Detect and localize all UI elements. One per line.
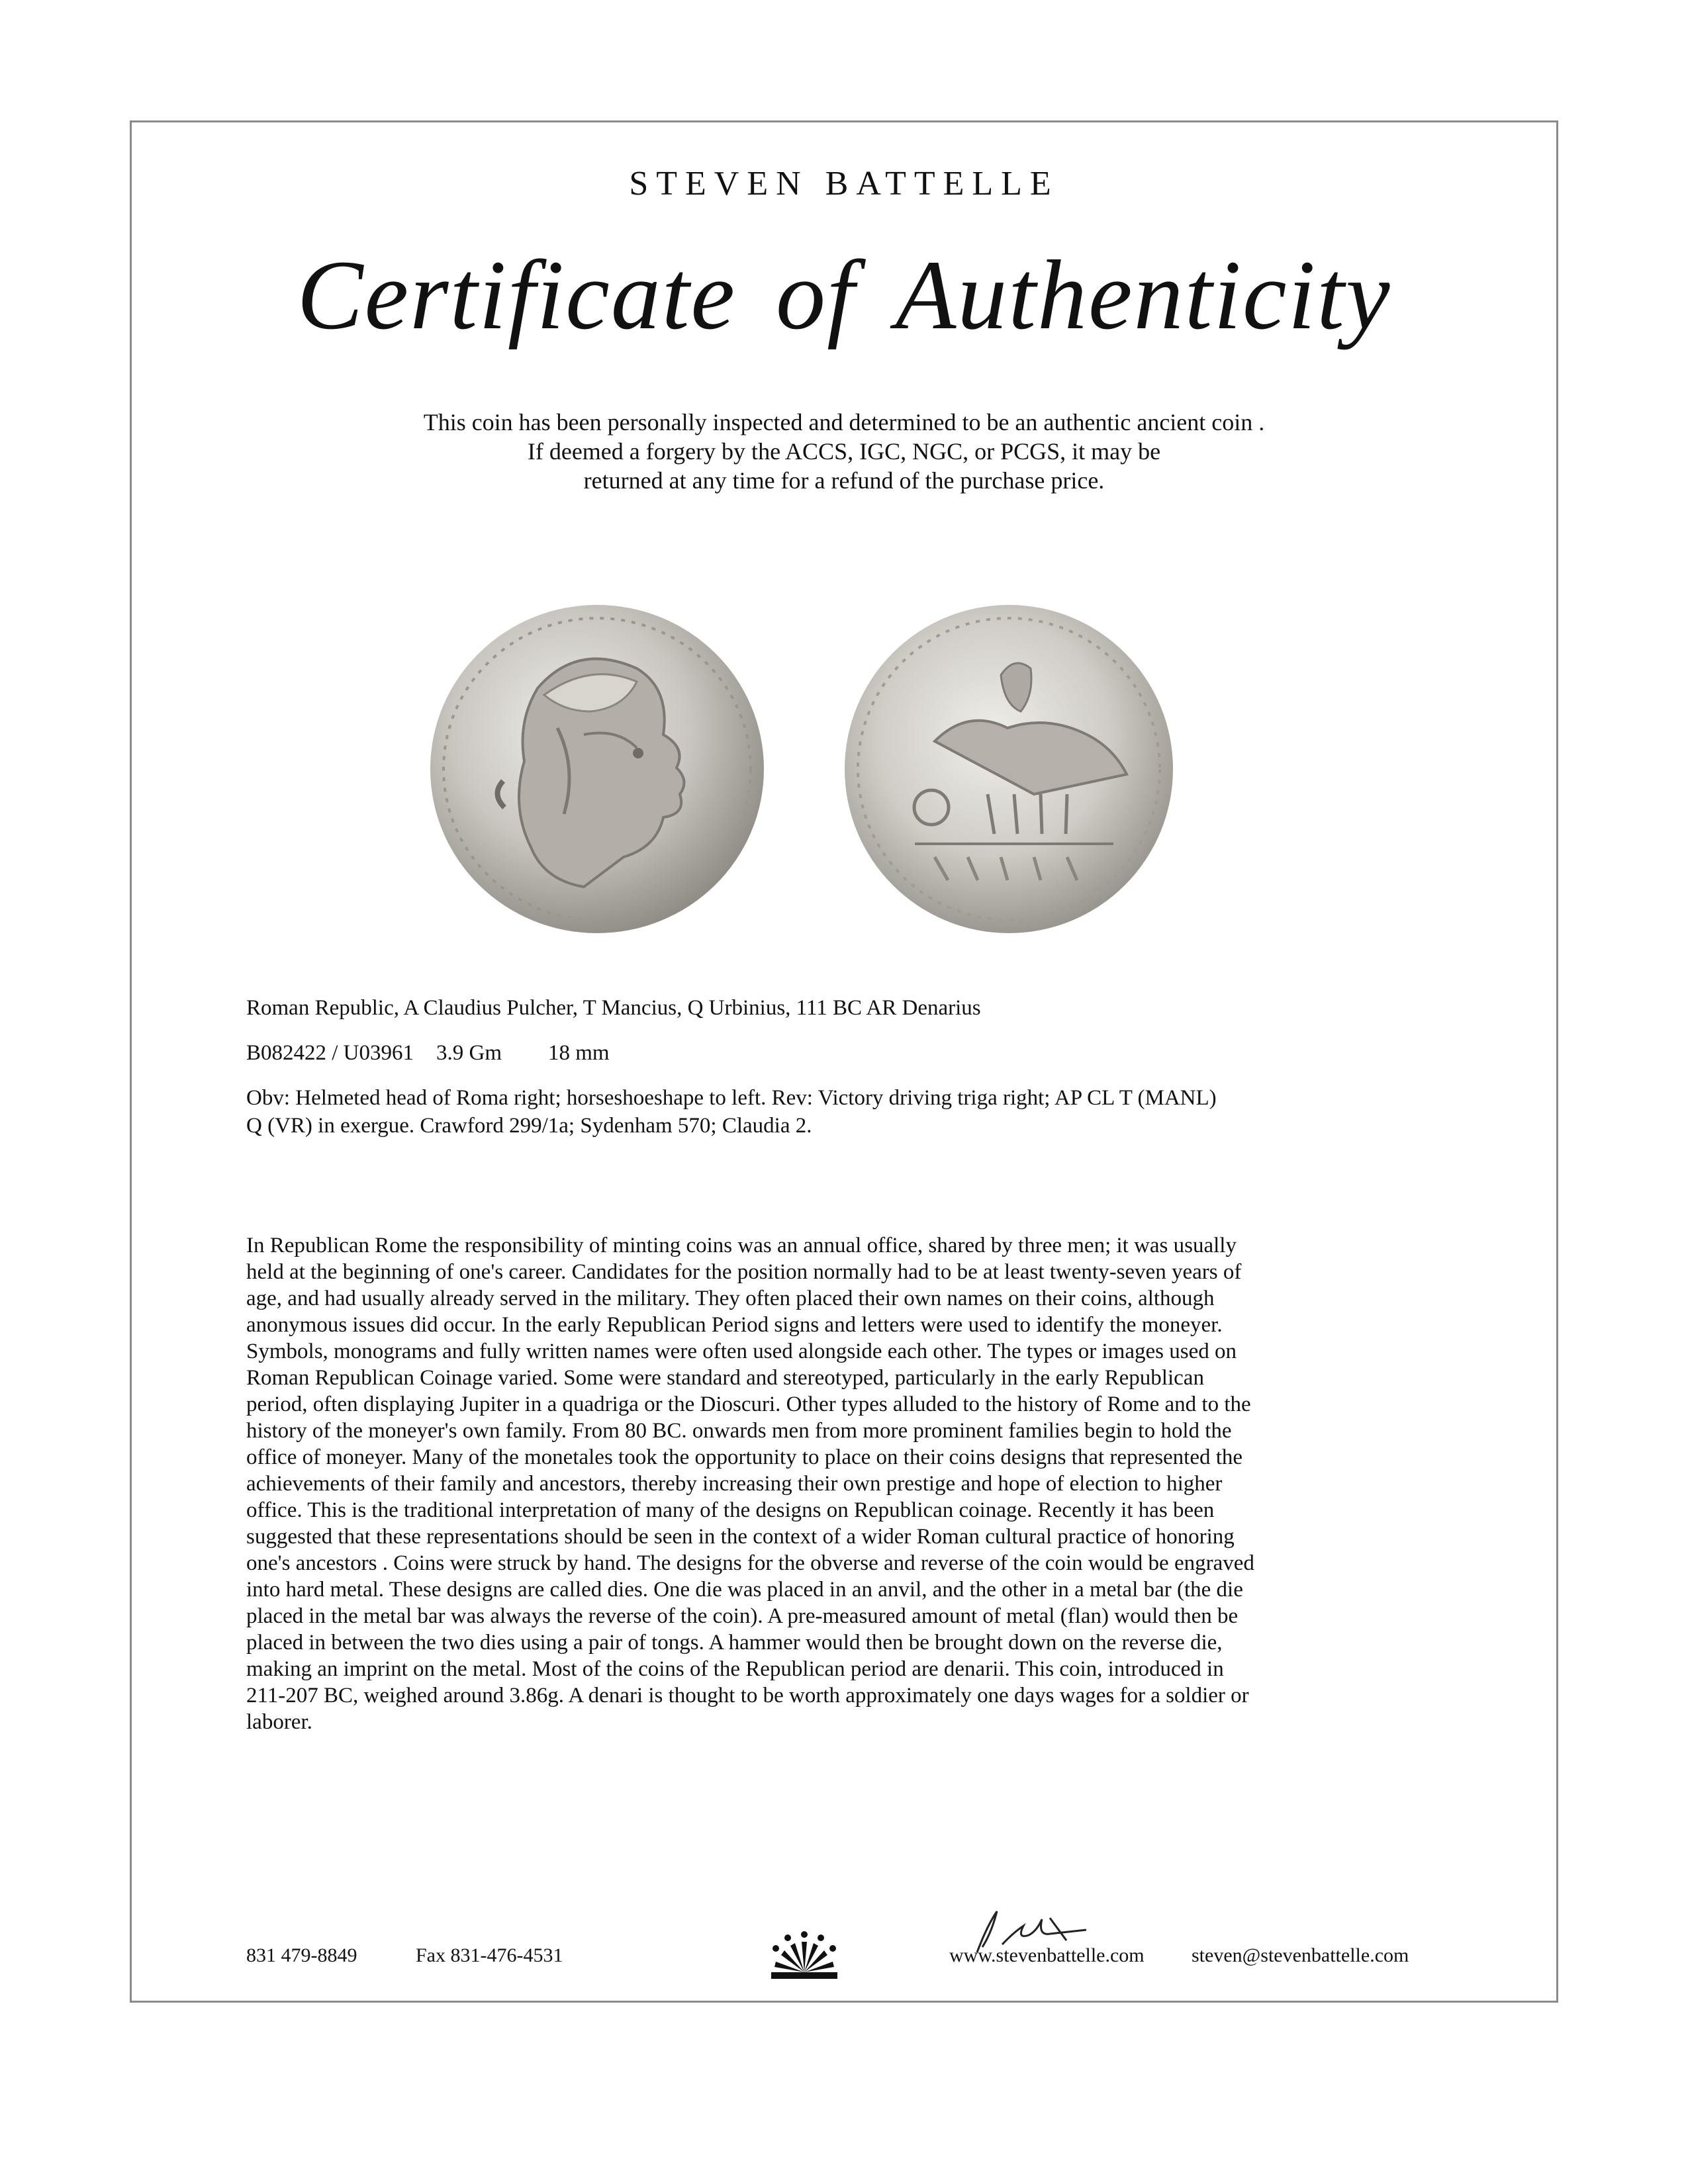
brand-name: STEVEN BATTELLE — [629, 165, 1059, 203]
coin-reverse-image — [835, 596, 1180, 940]
sunburst-logo-icon — [768, 1929, 841, 1981]
history-line: making an imprint on the metal. Most of the coins of the Republican period are denarii. This coin, introduced in — [246, 1657, 1224, 1681]
coin-weight: 3.9 Gm — [436, 1041, 502, 1065]
history-line: 211-207 BC, weighed around 3.86g. A denari is thought to be worth approximately one days wages for a soldier or — [246, 1684, 1249, 1707]
certificate-title — [0, 238, 1688, 352]
coin-description-line-1: Obv: Helmeted head of Roma right; horseshoeshape to left. Rev: Victory driving triga right; AP CL T (MANL) — [246, 1086, 1217, 1110]
history-line: Roman Republican Coinage varied. Some were standard and stereotyped, particularly in the early Republican — [246, 1366, 1204, 1390]
footer-email[interactable]: steven@stevenbattelle.com — [1192, 1944, 1409, 1966]
history-line: achievements of their family and ancestors, thereby increasing their own prestige and hope of election to higher — [246, 1472, 1223, 1496]
coin-images — [0, 596, 1688, 940]
footer-website[interactable]: www.stevenbattelle.com — [949, 1944, 1145, 1966]
coin-inventory-number: B082422 / U03961 — [246, 1041, 414, 1065]
history-line: age, and had usually already served in the military. They often placed their own names on their coins, although — [246, 1287, 1215, 1310]
history-line: Symbols, monograms and fully written names were often used alongside each other. The types or images used on — [246, 1340, 1237, 1363]
footer-phone: 831 479-8849 — [246, 1944, 357, 1966]
history-line: office. This is the traditional interpretation of many of the designs on Republican coinage. Recently it has been — [246, 1498, 1215, 1522]
history-line: period, often displaying Jupiter in a quadriga or the Dioscuri. Other types alluded to the history of Rome and to the — [246, 1392, 1251, 1416]
history-line: held at the beginning of one's career. Candidates for the position normally had to be at least twenty-seven years of — [246, 1260, 1242, 1284]
history-line: history of the moneyer's own family. From 80 BC. onwards men from more prominent families begin to hold the — [246, 1419, 1232, 1443]
guarantee-line-1: This coin has been personally inspected and determined to be an authentic ancient coin . — [423, 409, 1265, 435]
title-word-authenticity: Authenticity — [895, 240, 1391, 350]
coin-obverse-image — [425, 596, 769, 940]
history-line: one's ancestors . Coins were struck by hand. The designs for the obverse and reverse of the coin would be engraved — [246, 1551, 1254, 1575]
footer-fax: Fax 831-476-4531 — [416, 1944, 563, 1966]
history-line: into hard metal. These designs are called dies. One die was placed in an anvil, and the other in a metal bar (the die — [246, 1578, 1243, 1602]
guarantee-line-3: returned at any time for a refund of the purchase price. — [583, 467, 1105, 494]
history-line: anonymous issues did occur. In the early Republican Period signs and letters were used to identify the moneyer. — [246, 1313, 1223, 1337]
coin-description-line-2: Q (VR) in exergue. Crawford 299/1a; Sydenham 570; Claudia 2. — [246, 1114, 812, 1138]
coin-diameter: 18 mm — [548, 1041, 610, 1065]
guarantee-statement — [0, 408, 1688, 495]
coin-name: Roman Republic, A Claudius Pulcher, T Mancius, Q Urbinius, 111 BC AR Denarius — [246, 996, 981, 1020]
coin-specs — [246, 1039, 1438, 1067]
history-line: placed in the metal bar was always the reverse of the coin). A pre-measured amount of metal (flan) would then be — [246, 1604, 1239, 1628]
history-line: In Republican Rome the responsibility of minting coins was an annual office, shared by three men; it was usually — [246, 1234, 1237, 1257]
title-word-of: of — [776, 240, 856, 350]
guarantee-line-2: If deemed a forgery by the ACCS, IGC, NGC, or PCGS, it may be — [527, 438, 1161, 465]
history-line: laborer. — [246, 1710, 312, 1734]
history-line: suggested that these representations should be seen in the context of a wider Roman cultural practice of honoring — [246, 1525, 1235, 1549]
title-word-certificate: Certificate — [297, 240, 737, 350]
coin-description — [246, 1084, 1425, 1140]
history-line: placed in between the two dies using a pair of tongs. A hammer would then be brought down on the reverse die, — [246, 1631, 1223, 1655]
history-line: office of moneyer. Many of the monetales took the opportunity to place on their coins designs that represented the — [246, 1445, 1243, 1469]
history-paragraph — [246, 1232, 1425, 1735]
